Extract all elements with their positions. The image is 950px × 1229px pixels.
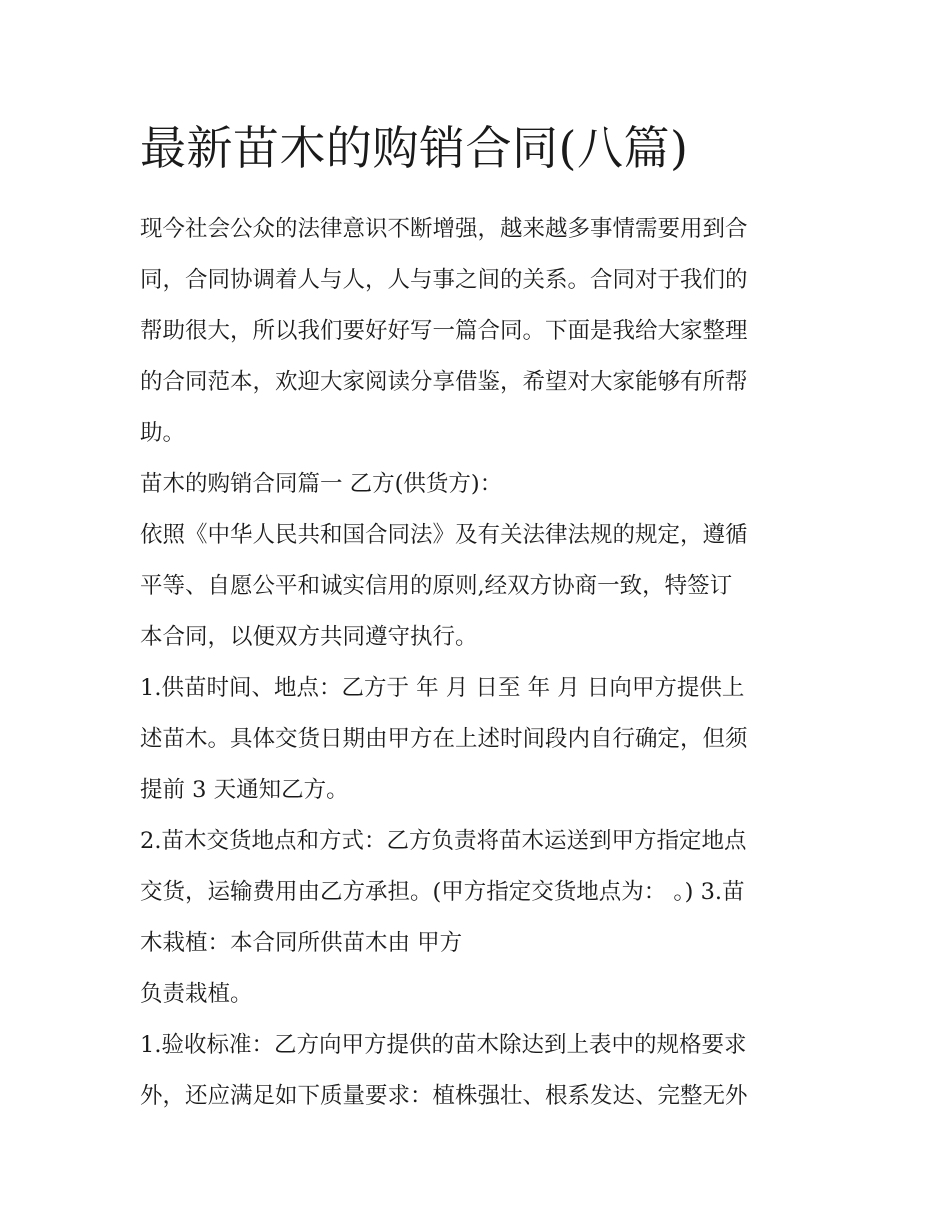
document-title: 最新苗木的购销合同(八篇) xyxy=(140,121,689,175)
document-body xyxy=(140,118,812,1122)
text-line: 外，还应满足如下质量要求：植株强壮、根系发达、完整无外 xyxy=(140,1083,748,1109)
text-line: 交货，运输费用由乙方承担。(甲方指定交货地点为： 。) 3.苗 xyxy=(140,879,745,905)
text-line: 助。 xyxy=(140,420,186,446)
text-line: 现今社会公众的法律意识不断增强，越来越多事情需要用到合 xyxy=(140,216,748,242)
text-line: 帮助很大，所以我们要好好写一篇合同。下面是我给大家整理 xyxy=(140,318,748,344)
section-heading: 苗木的购销合同篇一 乙方(供货方)： xyxy=(140,471,503,497)
text-line: 平等、自愿公平和诚实信用的原则,经双方协商一致，特签订 xyxy=(140,573,733,599)
document-text xyxy=(140,204,812,1122)
text-line: 同，合同协调着人与人，人与事之间的关系。合同对于我们的 xyxy=(140,267,748,293)
text-line: 依照《中华人民共和国合同法》及有关法律法规的规定，遵循 xyxy=(140,522,748,548)
text-line: 述苗木。具体交货日期由甲方在上述时间段内自行确定，但须 xyxy=(140,726,748,752)
text-line: 的合同范本，欢迎大家阅读分享借鉴，希望对大家能够有所帮 xyxy=(140,369,748,395)
text-line: 本合同，以便双方共同遵守执行。 xyxy=(140,624,478,650)
text-line: 木栽植：本合同所供苗木由 甲方 xyxy=(140,930,463,956)
text-line: 负责栽植。 xyxy=(140,981,253,1007)
clause-line: 1.供苗时间、地点：乙方于 年 月 日至 年 月 日向甲方提供上 xyxy=(140,675,745,701)
text-line: 提前 3 天通知乙方。 xyxy=(140,777,349,803)
clause-line: 2.苗木交货地点和方式：乙方负责将苗木运送到甲方指定地点 xyxy=(140,828,747,854)
clause-line: 1.验收标准：乙方向甲方提供的苗木除达到上表中的规格要求 xyxy=(140,1032,747,1058)
